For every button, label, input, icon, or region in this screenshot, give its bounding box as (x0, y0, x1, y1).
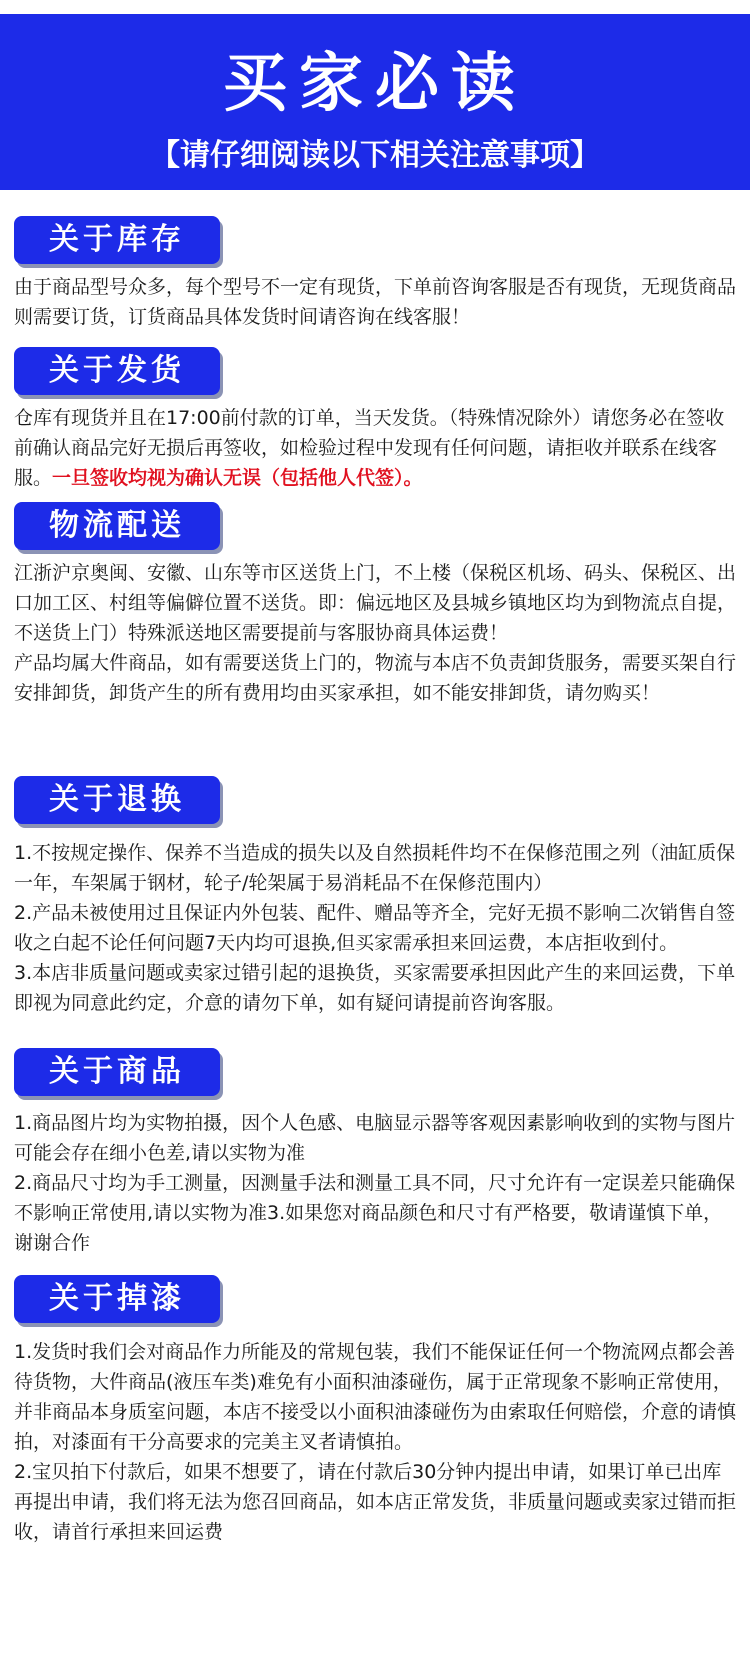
section-label-paint: 关于掉漆 (14, 1275, 220, 1323)
paragraph: 产品均属大件商品，如有需要送货上门的，物流与本店不负责卸货服务，需要买架自行安排卸货，卸货产生的所有费用均由买家承担，如不能安排卸货，请勿购买！ (14, 652, 737, 704)
section-body-paint (14, 1337, 736, 1547)
paragraph-text: 仓库有现货并且在17:00前付款的订单，当天发货。（特殊情况除外）请您务必在签收前确认商品完好无损后再签收，如检验过程中发现有任何问题，请拒收并联系在线客服。 (14, 407, 725, 489)
section-label-logistics: 物流配送 (14, 502, 220, 550)
section-body-returns (14, 838, 736, 1018)
paragraph: 1.不按规定操作、保养不当造成的损失以及自然损耗件均不在保修范围之列（油缸质保一年，车架属于钢材，轮子/轮架属于易消耗品不在保修范围内） (14, 842, 736, 894)
section-body-shipping (14, 403, 736, 493)
paragraph (14, 403, 736, 493)
paragraph: 由于商品型号众多，每个型号不一定有现货，下单前咨询客服是否有现货，无现货商品则需要订货，订货商品具体发货时间请咨询在线客服！ (14, 276, 737, 328)
section-label-stock: 关于库存 (14, 216, 220, 264)
paragraph: 1.商品图片均为实物拍摄，因个人色感、电脑显示器等客观因素影响收到的实物与图片可能会存在细小色差,请以实物为准 (14, 1112, 736, 1164)
section-body-logistics (14, 558, 736, 708)
page-subtitle: 【请仔细阅读以下相关注意事项】 (150, 138, 600, 173)
section-label-shipping: 关于发货 (14, 347, 220, 395)
page-title: 买家必读 (223, 47, 527, 121)
section-body-products (14, 1108, 736, 1258)
paragraph: 1.发货时我们会对商品作力所能及的常规包装，我们不能保证任何一个物流网点都会善待货物，大件商品(液压车类)难免有小面积油漆碰伤，属于正常现象不影响正常使用，并非商品本身质室问题，本店不接受以小面积油漆碰伤为由索取任何赔偿，介意的请慎拍，对漆面有干分高要求的完美主叉者请慎拍。 (14, 1341, 737, 1453)
header-banner (0, 14, 750, 190)
section-label-products: 关于商品 (14, 1048, 220, 1096)
paragraph: 2.商品尺寸均为手工测量，因测量手法和测量工具不同，尺寸允许有一定误差只能确保不影响正常使用,请以实物为准3.如果您对商品颜色和尺寸有严格要，敬请谨慎下单，谢谢合作 (14, 1172, 736, 1254)
section-body-stock (14, 272, 736, 332)
highlight-warning: 一旦签收均视为确认无误（包括他人代签）。 (52, 467, 423, 489)
paragraph: 2.产品未被使用过且保证内外包装、配件、赠品等齐全，完好无损不影响二次销售自签收之白起不论任何问题7天内均可退换,但买家需承担来回运费，本店拒收到付。 (14, 902, 736, 954)
section-label-returns: 关于退换 (14, 776, 220, 824)
paragraph: 江浙沪京奥闽、安徽、山东等市区送货上门，不上楼（保税区机场、码头、保税区、出口加工区、村组等偏僻位置不送货。即：偏远地区及县城乡镇地区均为到物流点自提，不送货上门）特殊派送地区需要提前与客服协商具体运费！ (14, 562, 737, 644)
paragraph: 3.本店非质量问题或卖家过错引起的退换货，买家需要承担因此产生的来回运费，下单即视为同意此约定，介意的请勿下单，如有疑问请提前咨询客服。 (14, 962, 736, 1014)
paragraph: 2.宝贝拍下付款后，如果不想要了，请在付款后30分钟内提出申请，如果订单已出库再提出申请，我们将无法为您召回商品，如本店正常发货，非质量问题或卖家过错而拒收，请首行承担来回运费 (14, 1461, 737, 1543)
